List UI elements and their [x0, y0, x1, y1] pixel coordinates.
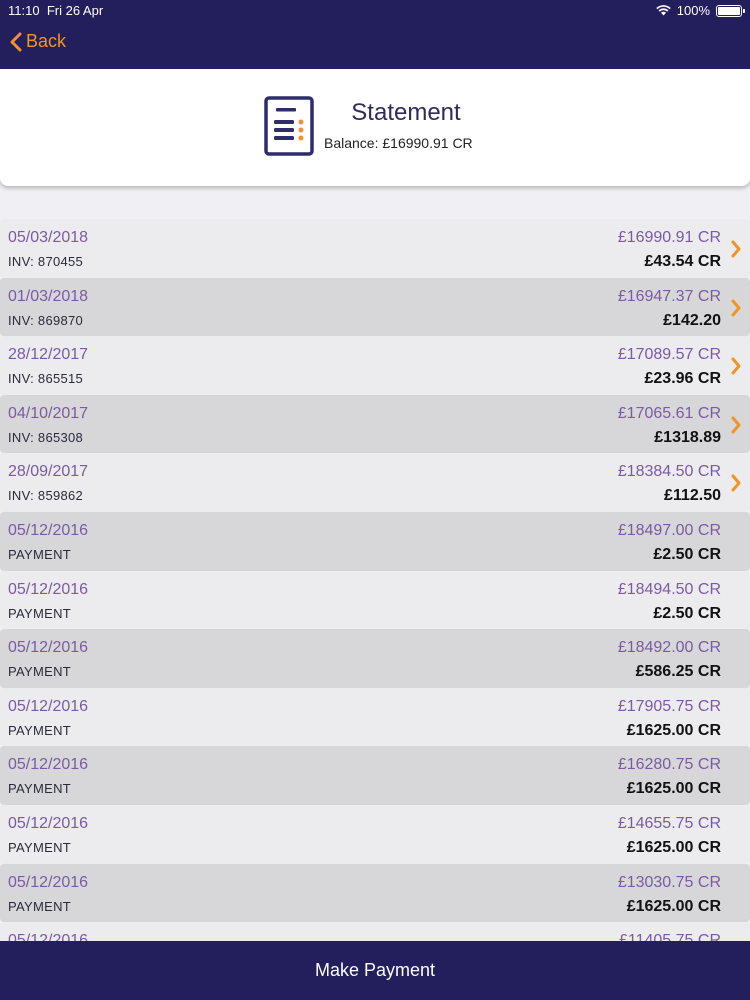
transaction-date: 05/12/2016: [8, 697, 89, 715]
transaction-reference: PAYMENT: [8, 722, 72, 738]
status-indicators: [656, 3, 742, 18]
transaction-reference: PAYMENT: [8, 546, 72, 562]
transaction-reference: INV: 865308: [8, 429, 84, 445]
chevron-right-icon[interactable]: [730, 474, 742, 492]
running-balance: £18384.50 CR: [617, 463, 721, 481]
running-balance: £13030.75 CR: [617, 873, 721, 891]
statement-balance: Balance: £16990.91 CR: [324, 135, 473, 151]
status-date: Fri 26 Apr: [46, 3, 104, 18]
transaction-amount: £1625.00 CR: [626, 780, 721, 798]
running-balance: £18494.50 CR: [617, 580, 721, 598]
transaction-amount: £586.25 CR: [635, 663, 721, 681]
transaction-amount: £2.50 CR: [653, 604, 721, 622]
transaction-row: [0, 746, 750, 805]
transaction-date: 05/12/2016: [8, 639, 89, 657]
transaction-amount: £23.96 CR: [644, 370, 721, 388]
transaction-date: 05/12/2016: [8, 814, 89, 832]
transaction-amount: £1625.00 CR: [626, 838, 721, 856]
transaction-row: [0, 805, 750, 864]
transaction-date: 05/12/2016: [8, 521, 89, 539]
wifi-icon: [656, 5, 671, 16]
transaction-date: 01/03/2018: [8, 287, 89, 305]
transaction-reference: INV: 869870: [8, 312, 84, 328]
transaction-reference: INV: 865515: [8, 371, 84, 387]
transaction-row[interactable]: [0, 395, 750, 454]
transaction-reference: PAYMENT: [8, 898, 72, 914]
transaction-amount: £2.50 CR: [653, 545, 721, 563]
transaction-reference: PAYMENT: [8, 781, 72, 797]
running-balance: £16280.75 CR: [617, 756, 721, 774]
transaction-amount: £43.54 CR: [644, 253, 721, 270]
transaction-row[interactable]: [0, 336, 750, 395]
running-balance: £17089.57 CR: [617, 346, 721, 364]
transaction-row: [0, 864, 750, 923]
status-time: 11:10 Fri 26 Apr: [8, 3, 104, 18]
transaction-date: 04/10/2017: [8, 404, 89, 422]
chevron-right-icon[interactable]: [730, 416, 742, 434]
chevron-right-icon[interactable]: [730, 357, 742, 375]
transaction-amount: £142.20: [663, 311, 721, 329]
page-title: Statement: [351, 99, 461, 126]
transaction-row: [0, 571, 750, 630]
transaction-reference: PAYMENT: [8, 664, 72, 680]
transaction-reference: PAYMENT: [8, 605, 72, 621]
statement-document-icon: [264, 96, 314, 156]
running-balance: £17905.75 CR: [617, 697, 721, 715]
battery-icon: [716, 5, 742, 17]
battery-percent: 100%: [676, 3, 710, 18]
back-button[interactable]: [10, 31, 66, 52]
running-balance: £16990.91 CR: [617, 229, 721, 246]
transaction-reference: INV: 859862: [8, 488, 84, 504]
make-payment-label: Make Payment: [314, 960, 436, 980]
transaction-date: 28/09/2017: [8, 463, 89, 481]
back-label: Back: [26, 31, 67, 51]
transaction-row: [0, 629, 750, 688]
transaction-reference: INV: 870455: [8, 254, 84, 269]
navigation-bar: [0, 0, 750, 69]
chevron-left-icon: [10, 32, 22, 52]
transaction-date: 28/12/2017: [8, 346, 89, 364]
transaction-row[interactable]: [0, 219, 750, 278]
transaction-amount: £112.50: [664, 487, 721, 505]
transaction-amount: £1625.00 CR: [626, 897, 721, 915]
running-balance: £16947.37 CR: [617, 287, 721, 305]
transaction-date: 05/12/2016: [8, 756, 89, 774]
transaction-date: 05/12/2016: [8, 873, 89, 891]
transaction-row: [0, 512, 750, 571]
transaction-reference: PAYMENT: [8, 839, 72, 855]
running-balance: £17065.61 CR: [617, 404, 721, 422]
statement-header: [0, 69, 750, 186]
transaction-list[interactable]: [0, 219, 750, 935]
make-payment-button[interactable]: [0, 941, 750, 1000]
transaction-row[interactable]: [0, 278, 750, 337]
chevron-right-icon[interactable]: [730, 299, 742, 317]
transaction-amount: £1625.00 CR: [626, 721, 721, 739]
chevron-right-icon[interactable]: [730, 240, 742, 258]
transaction-date: 05/12/2016: [8, 580, 89, 598]
transaction-row: [0, 688, 750, 747]
transaction-row[interactable]: [0, 453, 750, 512]
running-balance: £18492.00 CR: [617, 639, 721, 657]
transaction-amount: £1318.89: [654, 428, 721, 446]
running-balance: £18497.00 CR: [617, 521, 721, 539]
running-balance: £14655.75 CR: [617, 814, 721, 832]
transaction-date: 05/03/2018: [8, 229, 89, 246]
